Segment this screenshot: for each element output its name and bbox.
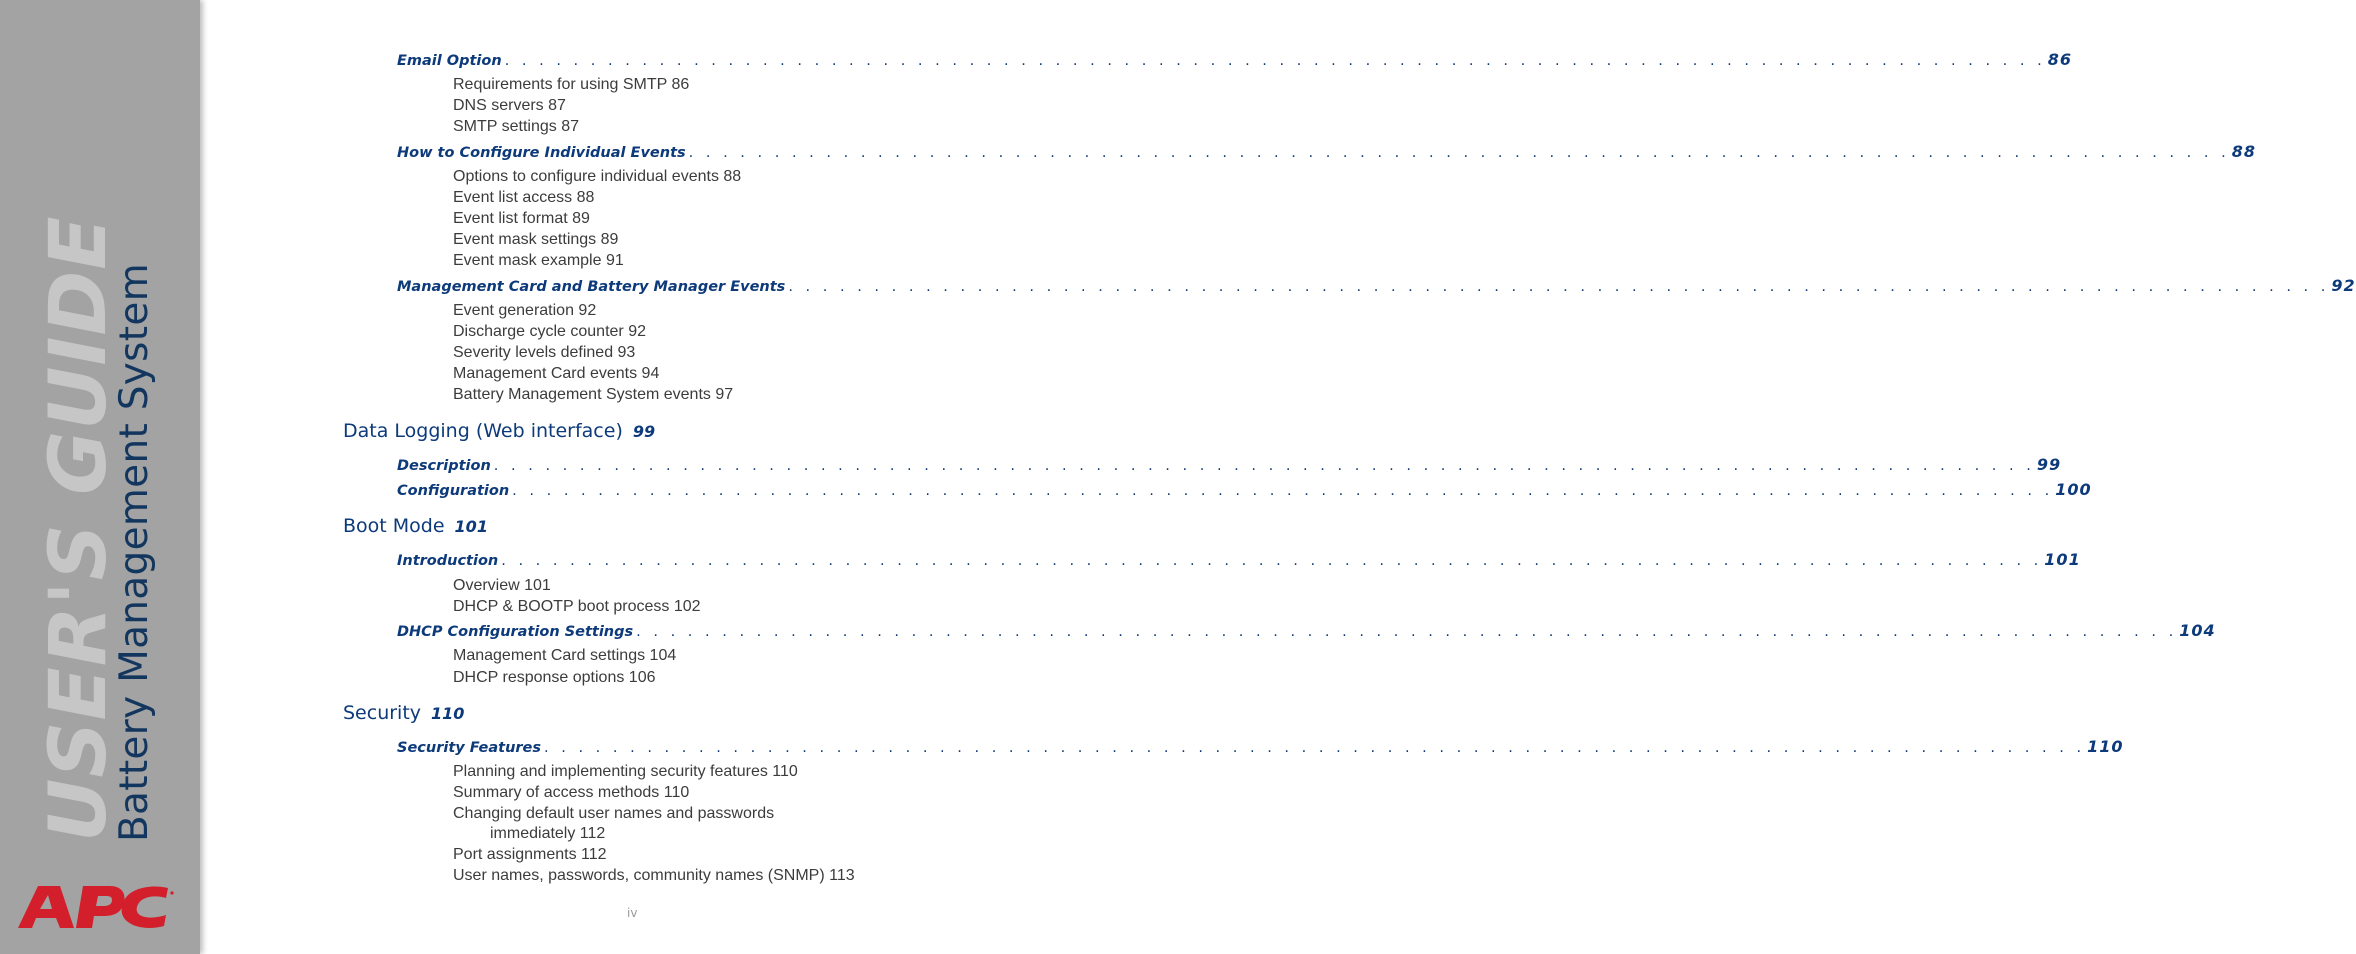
- guide-title: USER'S GUIDE: [34, 215, 124, 842]
- toc-section-security-features[interactable]: [397, 737, 2124, 756]
- section-title: Configuration: [397, 483, 510, 499]
- toc-entry[interactable]: Changing default user names and passwords: [453, 805, 775, 822]
- dot-leader: . . . . . . . . . . . . . . . . . . . . . . . . . . . . . . . . . . . . . . . . . . . . . . . . . . . . . . . . . . . . . . . . . . . . . . . . . . . . . . . . . . . . . . . . . .: [512, 483, 2054, 499]
- dot-leader: . . . . . . . . . . . . . . . . . . . . . . . . . . . . . . . . . . . . . . . . . . . . . . . . . . . . . . . . . . . . . . . . . . . . . . . . . . . . . . . . . . . . . . . . . .: [501, 553, 2043, 569]
- dot-leader: . . . . . . . . . . . . . . . . . . . . . . . . . . . . . . . . . . . . . . . . . . . . . . . . . . . . . . . . . . . . . . . . . . . . . . . . . . . . . . . . . . . . . . . . . .: [688, 145, 2230, 161]
- section-page: 92: [2331, 276, 2356, 295]
- toc-entry[interactable]: User names, passwords, community names (SNMP) 113: [453, 867, 855, 884]
- dot-leader: . . . . . . . . . . . . . . . . . . . . . . . . . . . . . . . . . . . . . . . . . . . . . . . . . . . . . . . . . . . . . . . . . . . . . . . . . . . . . . . . . . . . . . . . . .: [504, 53, 2046, 69]
- section-page: 101: [2044, 550, 2081, 569]
- toc-entry[interactable]: Battery Management System events 97: [453, 386, 734, 403]
- toc-entry[interactable]: Options to configure individual events 88: [453, 168, 742, 185]
- section-page: 86: [2047, 50, 2072, 69]
- section-page: 100: [2055, 480, 2092, 499]
- toc-entry[interactable]: SMTP settings 87: [453, 118, 579, 135]
- toc-entry[interactable]: Planning and implementing security features 110: [453, 763, 798, 780]
- chapter-page: 110: [431, 704, 465, 723]
- toc-chapter-data-logging[interactable]: [343, 420, 655, 442]
- toc-entry[interactable]: Port assignments 112: [453, 846, 607, 863]
- section-title: Email Option: [397, 53, 502, 69]
- toc-entry[interactable]: Event list format 89: [453, 210, 590, 227]
- toc-entry[interactable]: DHCP response options 106: [453, 669, 656, 686]
- dot-leader: . . . . . . . . . . . . . . . . . . . . . . . . . . . . . . . . . . . . . . . . . . . . . . . . . . . . . . . . . . . . . . . . . . . . . . . . . . . . . . . . . . . . . . . . . .: [544, 740, 2086, 756]
- section-page: 88: [2231, 142, 2256, 161]
- toc-entry[interactable]: Management Card events 94: [453, 365, 660, 382]
- product-name: Battery Management System: [112, 263, 157, 842]
- toc-entry[interactable]: Discharge cycle counter 92: [453, 323, 646, 340]
- section-page: 104: [2179, 621, 2216, 640]
- dot-leader: . . . . . . . . . . . . . . . . . . . . . . . . . . . . . . . . . . . . . . . . . . . . . . . . . . . . . . . . . . . . . . . . . . . . . . . . . . . . . . . . . . . . . . . . . .: [636, 624, 2178, 640]
- section-title: Introduction: [397, 553, 499, 569]
- toc-entry[interactable]: Requirements for using SMTP 86: [453, 76, 690, 93]
- toc-section-description[interactable]: [397, 455, 2062, 474]
- page-number: iv: [627, 906, 638, 920]
- chapter-page: 101: [454, 517, 488, 536]
- section-title: DHCP Configuration Settings: [397, 624, 634, 640]
- section-title: Management Card and Battery Manager Events: [397, 279, 786, 295]
- chapter-title: Security: [343, 702, 422, 724]
- toc-entry[interactable]: DNS servers 87: [453, 97, 566, 114]
- toc-entry[interactable]: DHCP & BOOTP boot process 102: [453, 598, 701, 615]
- toc-entry[interactable]: Event generation 92: [453, 302, 597, 319]
- toc-chapter-security[interactable]: [343, 702, 464, 724]
- section-title: How to Configure Individual Events: [397, 145, 686, 161]
- section-page: 99: [2036, 455, 2062, 474]
- section-page: 110: [2087, 737, 2124, 756]
- chapter-title: Data Logging (Web interface): [343, 420, 623, 442]
- toc-entry[interactable]: Overview 101: [453, 577, 551, 594]
- toc-section-configuration[interactable]: [397, 480, 2092, 499]
- toc-entry-continuation[interactable]: immediately 112: [490, 825, 606, 842]
- toc-entry[interactable]: Event mask settings 89: [453, 231, 619, 248]
- toc-entry[interactable]: Event list access 88: [453, 189, 595, 206]
- toc-entry[interactable]: Management Card settings 104: [453, 647, 677, 664]
- toc-chapter-boot-mode[interactable]: [343, 515, 488, 537]
- toc-entry[interactable]: Event mask example 91: [453, 252, 624, 269]
- dot-leader: . . . . . . . . . . . . . . . . . . . . . . . . . . . . . . . . . . . . . . . . . . . . . . . . . . . . . . . . . . . . . . . . . . . . . . . . . . . . . . . . . . . . . . . . . .: [493, 458, 2035, 474]
- dot-leader: . . . . . . . . . . . . . . . . . . . . . . . . . . . . . . . . . . . . . . . . . . . . . . . . . . . . . . . . . . . . . . . . . . . . . . . . . . . . . . . . . . . . . . . . . .: [788, 279, 2330, 295]
- section-title: Description: [397, 458, 491, 474]
- toc-section-dhcp-settings[interactable]: [397, 621, 2216, 640]
- toc-section-configure-events[interactable]: [397, 142, 2256, 161]
- chapter-title: Boot Mode: [343, 515, 445, 537]
- toc-entry[interactable]: Severity levels defined 93: [453, 344, 636, 361]
- chapter-page: 99: [632, 422, 656, 441]
- toc-section-email-option[interactable]: [397, 50, 2072, 69]
- section-title: Security Features: [397, 740, 542, 756]
- toc-section-introduction[interactable]: [397, 550, 2081, 569]
- toc-entry[interactable]: Summary of access methods 110: [453, 784, 690, 801]
- toc-section-mgmt-events[interactable]: [397, 276, 2356, 295]
